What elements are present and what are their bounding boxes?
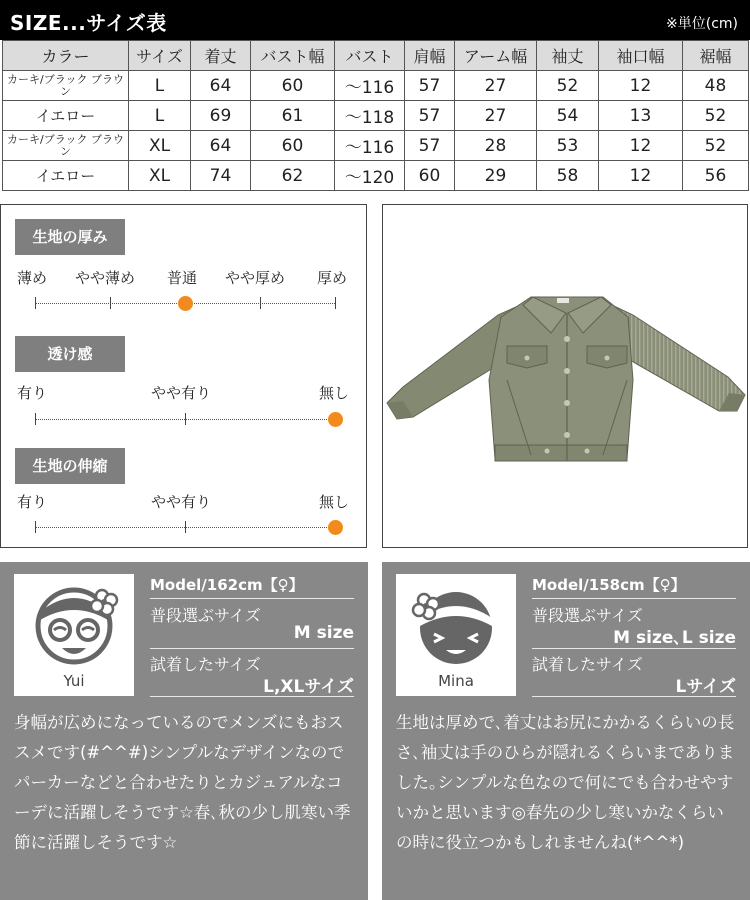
column-header: バスト bbox=[335, 41, 405, 71]
table-row bbox=[3, 161, 749, 191]
fabric-properties-panel bbox=[0, 204, 367, 548]
table-cell: 60 bbox=[405, 161, 455, 191]
table-cell: ～120 bbox=[335, 161, 405, 191]
table-cell: 28 bbox=[455, 131, 537, 161]
table-cell: 74 bbox=[191, 161, 251, 191]
model-name: Mina bbox=[438, 672, 474, 690]
table-cell: 27 bbox=[455, 101, 537, 131]
scale-tick bbox=[260, 297, 261, 309]
table-cell: 69 bbox=[191, 101, 251, 131]
scale-tick bbox=[35, 521, 36, 533]
scale-tick bbox=[185, 413, 186, 425]
column-header: バスト幅 bbox=[251, 41, 335, 71]
stretch-indicator-dot bbox=[328, 520, 343, 535]
table-cell: 56 bbox=[683, 161, 749, 191]
tried-size-value: Lサイズ bbox=[675, 677, 736, 697]
table-row bbox=[3, 101, 749, 131]
divider bbox=[150, 696, 354, 697]
thickness-indicator-dot bbox=[178, 296, 193, 311]
column-header: 袖丈 bbox=[537, 41, 599, 71]
model-name: Yui bbox=[63, 672, 85, 690]
scale-tick bbox=[110, 297, 111, 309]
column-header: アーム幅 bbox=[455, 41, 537, 71]
tried-size-label: 試着したサイズ bbox=[532, 655, 643, 674]
model-face-icon bbox=[14, 574, 134, 674]
table-cell: L bbox=[129, 101, 191, 131]
size-table-title: SIZE...サイズ表 bbox=[10, 11, 167, 35]
scale-tick bbox=[35, 297, 36, 309]
table-cell: 29 bbox=[455, 161, 537, 191]
model-header: Model/158cm【♀】 bbox=[532, 576, 686, 594]
size-table-header-row bbox=[3, 41, 749, 71]
thickness-label: 厚め bbox=[317, 269, 348, 287]
table-cell: 61 bbox=[251, 101, 335, 131]
model-comment: 身幅が広めになっているのでメンズにもおススメです(#^^#)シンプルなデザインなのでパーカーなどと合わせたりとカジュアルなコーデに活躍しそうです☆春､秋の少し肌寒い季節に活躍しそうです☆ bbox=[14, 713, 351, 852]
table-cell: 60 bbox=[251, 71, 335, 101]
table-cell: L bbox=[129, 71, 191, 101]
table-cell: 12 bbox=[599, 161, 683, 191]
avatar bbox=[14, 574, 134, 696]
table-cell: XL bbox=[129, 131, 191, 161]
scale-tick bbox=[185, 521, 186, 533]
tried-size-value: L,XLサイズ bbox=[263, 677, 354, 697]
table-cell: 52 bbox=[683, 101, 749, 131]
table-row bbox=[3, 71, 749, 101]
model-card-yui bbox=[0, 562, 368, 900]
table-cell: 64 bbox=[191, 131, 251, 161]
transparency-indicator-dot bbox=[328, 412, 343, 427]
divider bbox=[150, 598, 354, 599]
table-cell: 64 bbox=[191, 71, 251, 101]
table-cell: 54 bbox=[537, 101, 599, 131]
table-cell: 52 bbox=[683, 131, 749, 161]
divider bbox=[532, 598, 736, 599]
transparency-label: 無し bbox=[319, 384, 350, 402]
usual-size-value: M size､L size bbox=[613, 628, 736, 648]
product-photo bbox=[382, 204, 748, 548]
table-cell: イエロー bbox=[3, 101, 129, 131]
usual-size-value: M size bbox=[293, 623, 354, 643]
table-cell: 12 bbox=[599, 131, 683, 161]
usual-size-label: 普段選ぶサイズ bbox=[532, 606, 643, 625]
table-cell: ～116 bbox=[335, 131, 405, 161]
divider bbox=[532, 696, 736, 697]
column-header: 着丈 bbox=[191, 41, 251, 71]
thickness-label: 薄め bbox=[17, 269, 48, 287]
column-header: 袖口幅 bbox=[599, 41, 683, 71]
model-face-icon bbox=[396, 574, 516, 674]
divider bbox=[532, 648, 736, 649]
table-cell: 58 bbox=[537, 161, 599, 191]
scale-tick bbox=[35, 413, 36, 425]
jacket-illustration bbox=[383, 205, 749, 549]
model-card-mina bbox=[382, 562, 750, 900]
column-header: 肩幅 bbox=[405, 41, 455, 71]
table-cell: 60 bbox=[251, 131, 335, 161]
divider bbox=[150, 648, 354, 649]
table-row bbox=[3, 131, 749, 161]
table-cell: 27 bbox=[455, 71, 537, 101]
column-header: 裾幅 bbox=[683, 41, 749, 71]
table-cell: 48 bbox=[683, 71, 749, 101]
table-cell: 13 bbox=[599, 101, 683, 131]
table-cell: イエロー bbox=[3, 161, 129, 191]
stretch-label: 無し bbox=[319, 493, 350, 511]
avatar bbox=[396, 574, 516, 696]
transparency-title: 透け感 bbox=[15, 336, 125, 372]
size-table bbox=[2, 40, 749, 191]
thickness-label: やや薄め bbox=[75, 269, 136, 287]
usual-size-label: 普段選ぶサイズ bbox=[150, 606, 261, 625]
stretch-label: やや有り bbox=[151, 493, 212, 511]
table-cell: カーキ/ブラック ブラウン bbox=[3, 131, 129, 161]
table-cell: カーキ/ブラック ブラウン bbox=[3, 71, 129, 101]
table-cell: 53 bbox=[537, 131, 599, 161]
table-cell: ～116 bbox=[335, 71, 405, 101]
thickness-label: 普通 bbox=[167, 269, 198, 287]
table-cell: 57 bbox=[405, 71, 455, 101]
table-cell: 12 bbox=[599, 71, 683, 101]
scale-tick bbox=[335, 297, 336, 309]
table-cell: ～118 bbox=[335, 101, 405, 131]
transparency-label: やや有り bbox=[151, 384, 212, 402]
size-unit-note: ※単位(cm) bbox=[666, 16, 738, 32]
table-cell: 57 bbox=[405, 101, 455, 131]
tried-size-label: 試着したサイズ bbox=[150, 655, 261, 674]
model-header: Model/162cm【♀】 bbox=[150, 576, 304, 594]
table-cell: 57 bbox=[405, 131, 455, 161]
table-cell: 62 bbox=[251, 161, 335, 191]
column-header: サイズ bbox=[129, 41, 191, 71]
transparency-label: 有り bbox=[17, 384, 48, 402]
size-table-header bbox=[0, 0, 750, 40]
table-cell: 52 bbox=[537, 71, 599, 101]
thickness-label: やや厚め bbox=[225, 269, 286, 287]
thickness-title: 生地の厚み bbox=[15, 219, 125, 255]
column-header: カラー bbox=[3, 41, 129, 71]
stretch-title: 生地の伸縮 bbox=[15, 448, 125, 484]
model-comment: 生地は厚めで､着丈はお尻にかかるくらいの長さ､袖丈は手のひらが隠れるくらいまでありました｡シンプルな色なので何にでも合わせやすいかと思います◎春先の少し寒いかなくらいの時に役立つかもしれませんね(*^^*) bbox=[396, 713, 735, 852]
stretch-label: 有り bbox=[17, 493, 48, 511]
table-cell: XL bbox=[129, 161, 191, 191]
